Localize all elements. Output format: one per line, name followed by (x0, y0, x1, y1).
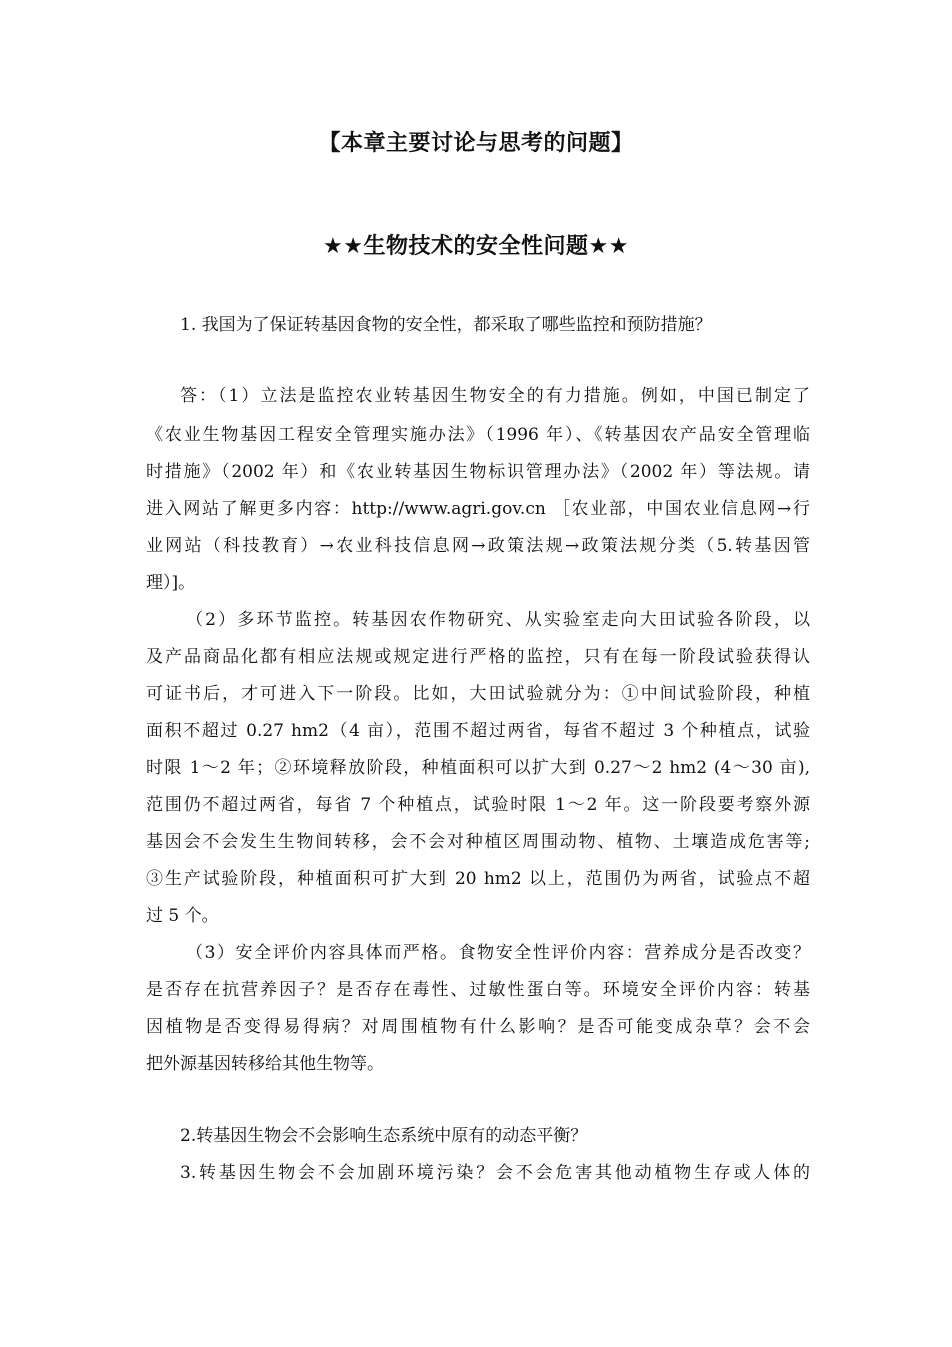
answer-p2-line: （2）多环节监控。转基因农作物研究、从实验室走向大田试验各阶段，以 (186, 610, 810, 630)
section-heading: ★★生物技术的安全性问题★★ (323, 234, 629, 259)
chapter-heading: 【本章主要讨论与思考的问题】 (318, 131, 634, 156)
answer-p1-line: 理）]。 (146, 573, 196, 593)
question-1: 1. 我国为了保证转基因食物的安全性，都采取了哪些监控和预防措施？ (180, 315, 712, 335)
answer-p1-line: 答：（1）立法是监控农业转基因生物安全的有力措施。例如，中国已制定了 (180, 386, 810, 406)
answer-p2-line: 面积不超过 0.27 hm2（4 亩），范围不超过两省，每省不超过 3 个种植点，试验 (146, 721, 810, 741)
answer-p3-line: 因植物是否变得易得病？对周围植物有什么影响？是否可能变成杂草？会不会 (146, 1017, 810, 1037)
answer-p2-line: 及产品商品化都有相应法规或规定进行严格的监控，只有在每一阶段试验获得认 (146, 647, 810, 667)
answer-p3-line: 是否存在抗营养因子？是否存在毒性、过敏性蛋白等。环境安全评价内容：转基 (146, 980, 810, 1000)
question-2: 2.转基因生物会不会影响生态系统中原有的动态平衡？ (180, 1126, 588, 1146)
answer-p2-line: 基因会不会发生生物间转移，会不会对种植区周围动物、植物、土壤造成危害等; (146, 832, 810, 852)
answer-p1-line: 业网站（科技教育）→农业科技信息网→政策法规→政策法规分类（5.转基因管 (146, 536, 810, 556)
answer-p1-line: 进入网站了解更多内容：http://www.agri.gov.cn ［农业部，中国农业信息网→行 (146, 499, 810, 519)
answer-p2-line: ③生产试验阶段，种植面积可扩大到 20 hm2 以上，范围仍为两省，试验点不超 (146, 869, 810, 889)
question-3: 3.转基因生物会不会加剧环境污染？会不会危害其他动植物生存或人体的 (180, 1163, 810, 1183)
answer-p1-line: 《农业生物基因工程安全管理实施办法》（1996 年）、《转基因农产品安全管理临 (146, 425, 810, 445)
answer-p1-line: 时措施》（2002 年）和《农业转基因生物标识管理办法》（2002 年）等法规。请 (146, 462, 810, 482)
answer-p2-line: 范围仍不超过两省，每省 7 个种植点，试验时限 1～2 年。这一阶段要考察外源 (146, 795, 810, 815)
answer-p2-line: 时限 1～2 年；②环境释放阶段，种植面积可以扩大到 0.27～2 hm2 (4～30 亩), (146, 758, 810, 778)
answer-p3-line: （3）安全评价内容具体而严格。食物安全性评价内容：营养成分是否改变？ (186, 943, 810, 963)
answer-p2-line: 可证书后，才可进入下一阶段。比如，大田试验就分为：①中间试验阶段，种植 (146, 684, 810, 704)
answer-p3-line: 把外源基因转移给其他生物等。 (146, 1054, 384, 1074)
answer-p2-line: 过 5 个。 (146, 906, 219, 926)
